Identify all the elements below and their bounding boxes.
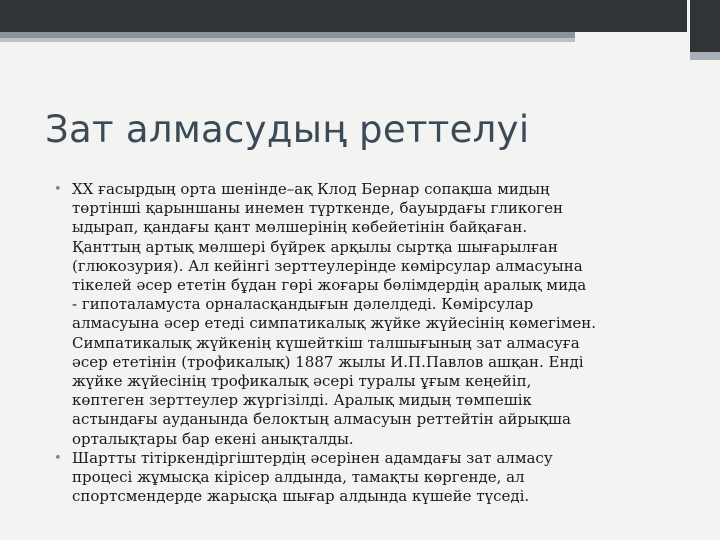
- text-line: орталықтары бар екені анықталды.: [72, 429, 354, 448]
- slide-title: Зат алмасудың реттелуі: [45, 108, 530, 151]
- text-line: көптеген зерттеулер жүргізілді. Аралық мидың төмпешік: [72, 391, 532, 410]
- text-line: - гипоталамуста орналасқандығын дәлелдеді. Көмірсулар: [72, 295, 534, 314]
- text-line: астындағы ауданында белоктың алмасуын реттейтін айрықша: [72, 410, 571, 429]
- corner-accent-block: [690, 52, 720, 60]
- header-accent-bar-light: [0, 38, 575, 42]
- text-line: ыдырап, қандағы қант мөлшерінің көбейетінін байқаған.: [72, 218, 528, 237]
- text-line: алмасуына әсер етеді симпатикалық жүйке жүйесінің көмегімен.: [72, 314, 597, 333]
- bullet-list: [46, 180, 708, 506]
- text-line: (глюкозурия). Ал кейінгі зерттеулерінде көмірсулар алмасуына: [72, 256, 583, 275]
- text-line: процесі жұмысқа кірісер алдында, тамақты көргенде, ал: [72, 468, 525, 487]
- bullet-icon: •: [54, 182, 62, 197]
- text-line: спортсмендерде жарысқа шығар алдында күшейе түседі.: [72, 487, 530, 506]
- text-line: Симпатикалық жүйкенің күшейткіш талшығының зат алмасуға: [72, 333, 580, 352]
- text-line: Қанттың артық мөлшері бүйрек арқылы сыртқа шығарылған: [72, 237, 558, 256]
- bullet-icon: •: [54, 450, 62, 466]
- text-line: Шартты тітіркендіргіштердің әсерінен адамдағы зат алмасу: [72, 448, 553, 467]
- header-bar: [0, 0, 720, 32]
- text-line: ХХ ғасырдың орта шенінде–ақ Клод Бернар сопақша мидың: [72, 180, 550, 198]
- corner-block: [690, 0, 720, 52]
- text-line: жүйке жүйесінің трофикалық әсері туралы ұғым кеңейіп,: [72, 372, 532, 391]
- bullet-item: [46, 180, 708, 449]
- text-line: әсер ететінін (трофикалық) 1887 жылы И.П.Павлов ашқан. Енді: [72, 352, 584, 371]
- text-line: төртінші қарыншаны инемен түрткенде, бауырдағы гликоген: [72, 199, 564, 218]
- text-line: тікелей әсер ететін бұдан гөрі жоғары бөлімдердің аралық мида: [72, 276, 587, 295]
- bullet-item: [46, 449, 708, 507]
